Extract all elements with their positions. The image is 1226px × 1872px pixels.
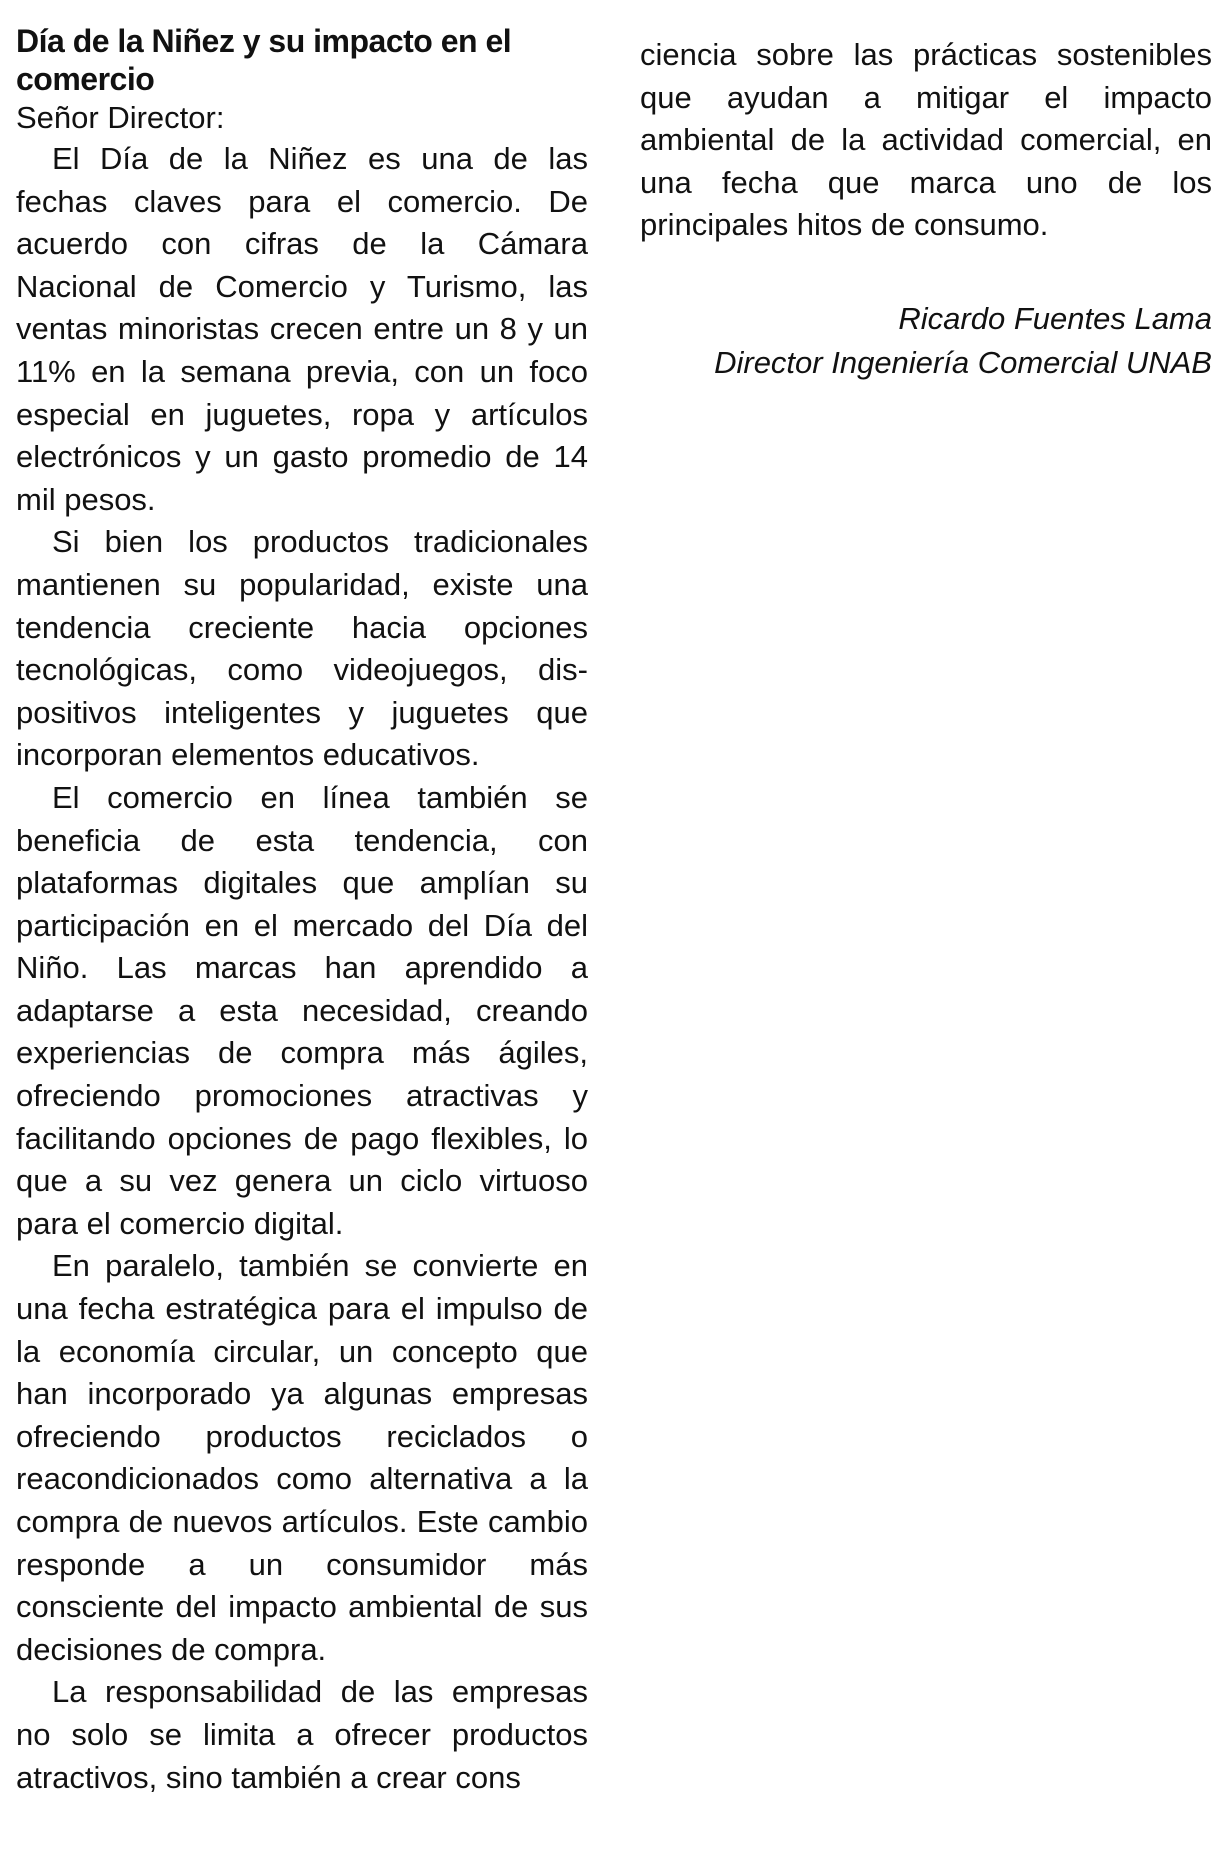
letter-paragraph-1: El Día de la Niñez es una de las fechas claves para el comercio. De acuerdo con cifras de la Cámara Nacional de Comercio y Turismo, las ventas minoristas crecen entre un 8 y un 11% en la semana previa, con un foco especial en juguetes, ropa y artículos electrónicos y un gasto promedio de 14 mil pesos. [16,141,588,517]
signature-block [640,297,1212,385]
letter-headline: Día de la Niñez y su impacto en el comercio [16,23,512,97]
right-column [640,34,1212,385]
letter-paragraph-4: En paralelo, también se convierte en una fecha estratégica para el impulso de la economía circular, un concepto que han incorporado ya algunas empresas ofreciendo productos reciclados o reacondicionados como alternativa a la compra de nuevos artículos. Este cambio responde a un consumidor más consciente del impacto ambiental de sus decisiones de compra. [16,1248,588,1667]
signature-title: Director Ingeniería Comercial UNAB [714,344,1212,380]
letter-salutation: Señor Director: [16,100,225,135]
signature-name: Ricardo Fuentes Lama [898,300,1212,336]
letter-paragraph-3: El comercio en línea también se beneficia de esta tendencia, con plataformas digitales que amplían su participación en el mercado del Día del Niño. Las marcas han aprendido a adaptarse a esta necesidad, creando experiencias de compra más ágiles, ofreciendo promociones atractivas y facilitando opciones de pago flexibles, lo que a su vez genera un ciclo virtuoso para el comercio digital. [16,779,588,1241]
letter-paragraph-2: Si bien los productos tradicionales mantienen su popularidad, existe una tendencia creciente hacia opciones tecnológicas, como videojuegos, dispositivos inteligentes y juguetes que incorporan elementos educativos. [16,524,588,773]
letter-paragraph-5-continued: ciencia sobre las prácticas sostenibles que ayudan a mitigar el impacto ambiental de la actividad comercial, en una fecha que marca uno de los principales hitos de consumo. [640,37,1212,243]
left-column [16,22,588,1799]
letter-paragraph-5: La responsabilidad de las empresas no solo se limita a ofrecer productos atractivos, sino también a crear cons [16,1674,588,1795]
